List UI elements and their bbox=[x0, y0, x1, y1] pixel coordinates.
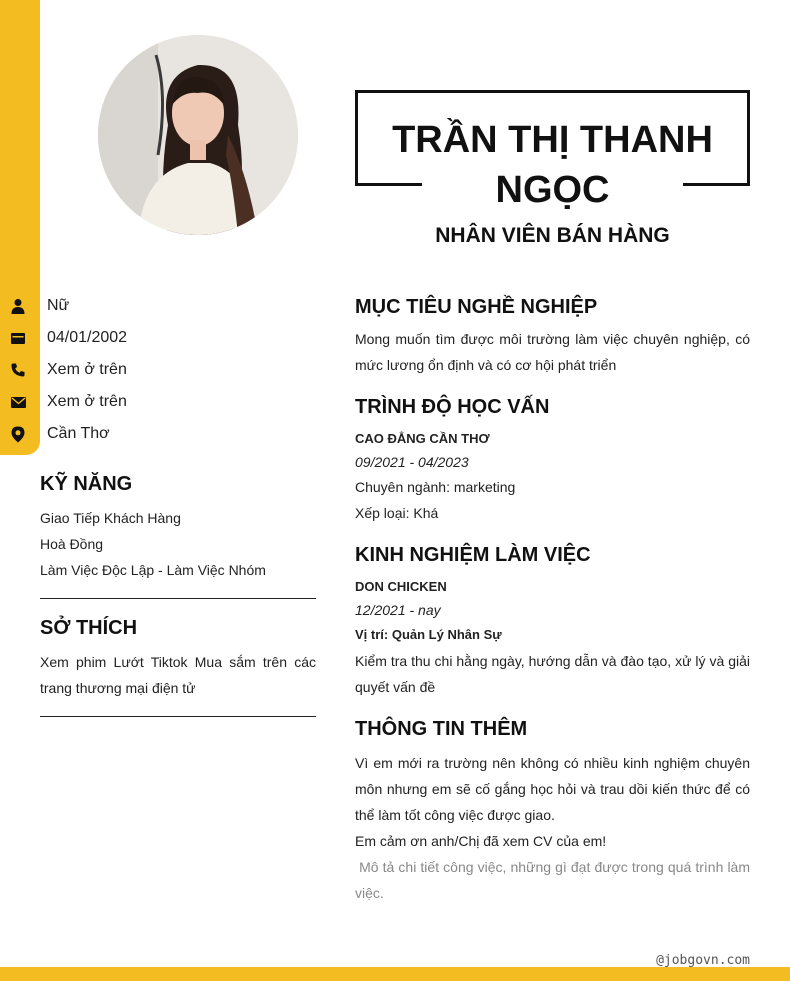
company-name: DON CHICKEN bbox=[355, 579, 447, 594]
objective-title: MỤC TIÊU NGHỀ NGHIỆP bbox=[355, 296, 598, 318]
thanks-text: Em cảm ơn anh/Chị đã xem CV của em! bbox=[355, 833, 607, 849]
experience-description: Kiểm tra thu chi hằng ngày, hướng dẫn và đào tạo, xử lý và giải quyết vấn đề bbox=[355, 653, 750, 695]
education-grade: Xếp loại: Khá bbox=[355, 505, 439, 521]
info-phone bbox=[0, 357, 127, 383]
person-icon bbox=[0, 298, 36, 314]
info-location bbox=[0, 421, 110, 447]
location-value: Cần Thơ bbox=[47, 425, 110, 442]
phone-value: Xem ở trên bbox=[47, 361, 127, 378]
calendar-icon bbox=[0, 332, 36, 344]
watermark: @jobgovn.com bbox=[656, 953, 750, 968]
divider bbox=[40, 716, 316, 717]
info-birthdate bbox=[0, 325, 127, 351]
objective-text: Mong muốn tìm được môi trường làm việc chuyên nghiệp, có mức lương ổn định và có cơ hội phát triển bbox=[355, 331, 750, 373]
additional-title: THÔNG TIN THÊM bbox=[355, 718, 528, 740]
education-major: Chuyên ngành: marketing bbox=[355, 479, 516, 495]
job-title: NHÂN VIÊN BÁN HÀNG bbox=[435, 224, 670, 247]
placeholder-text: Mô tả chi tiết công việc, những gì đạt được trong quá trình làm việc. bbox=[355, 859, 754, 901]
education-period: 09/2021 - 04/2023 bbox=[355, 454, 469, 470]
info-email bbox=[0, 389, 127, 415]
hobbies-text: Xem phim Lướt Tiktok Mua sắm trên các trang thương mại điện tử bbox=[40, 654, 316, 696]
info-gender bbox=[0, 293, 69, 319]
email-value: Xem ở trên bbox=[47, 393, 127, 410]
experience-position: Vị trí: Quản Lý Nhân Sự bbox=[355, 627, 502, 642]
divider bbox=[40, 598, 316, 599]
school-name: CAO ĐẲNG CẦN THƠ bbox=[355, 431, 490, 446]
education-title: TRÌNH ĐỘ HỌC VẤN bbox=[355, 396, 550, 418]
hobbies-title: SỞ THÍCH bbox=[40, 617, 138, 639]
skill-item: Hoà Đồng bbox=[40, 536, 104, 552]
footer-accent-bar bbox=[0, 967, 790, 981]
skill-item: Làm Việc Độc Lập - Làm Việc Nhóm bbox=[40, 562, 266, 578]
location-icon bbox=[0, 426, 36, 443]
phone-icon bbox=[0, 363, 36, 377]
skill-item: Giao Tiếp Khách Hàng bbox=[40, 510, 181, 526]
full-name: TRẦN THỊ THANH NGỌC bbox=[392, 119, 713, 211]
experience-period: 12/2021 - nay bbox=[355, 602, 441, 618]
birthdate-value: 04/01/2002 bbox=[47, 329, 128, 346]
experience-title: KINH NGHIỆM LÀM VIỆC bbox=[355, 544, 591, 566]
email-icon bbox=[0, 397, 36, 408]
additional-text: Vì em mới ra trường nên không có nhiều kinh nghiệm chuyên môn nhưng em sẽ cố gắng học hỏi và trau dồi kiến thức để có thể làm tốt công việc được giao. bbox=[355, 755, 750, 823]
sidebar-accent-bar bbox=[0, 0, 40, 455]
profile-photo bbox=[98, 35, 298, 235]
avatar bbox=[98, 35, 298, 235]
gender-value: Nữ bbox=[47, 297, 70, 314]
skills-title: KỸ NĂNG bbox=[40, 473, 133, 495]
